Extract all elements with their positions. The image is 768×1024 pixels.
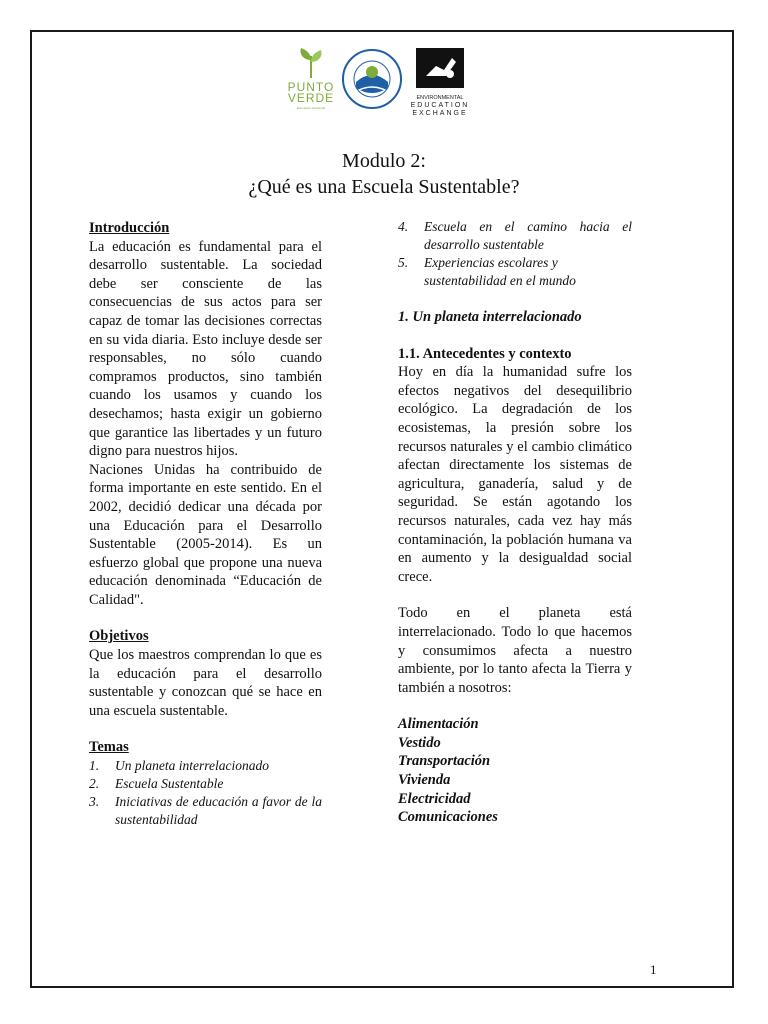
topic-text: Escuela en el camino hacia el desarrollo sustentable xyxy=(424,219,632,252)
objectives-heading: Objetivos xyxy=(89,628,149,645)
eee-logo xyxy=(404,48,476,124)
intro-paragraph-2: Naciones Unidas ha contribuido de forma importante en este sentido. En el 2002, decidió dedicar una década por una Educación para el Desarrollo Sustentable (2005-2014). Es un esfuerzo global que propone una nueva educación denominada “Educación de Calidad". xyxy=(89,461,322,608)
intro-heading: Introducción xyxy=(89,220,170,236)
bird-icon xyxy=(416,48,464,88)
topic-text: Escuela Sustentable xyxy=(115,776,224,792)
intro-paragraph-1: La educación es fundamental para el desarrollo sustentable. La sociedad debe ser consciente de las consecuencias de sus actos para ser capaz de tomar las decisiones correctas en su vida diaria. Esto incluye desde ser responsables, no sólo cuando compramos productos, sino también cuando los usamos y cuando los desechamos; hasta exigir un gobierno que garantice las libertades y un futuro digno para nuestros hijos. xyxy=(89,238,322,460)
topic-number: 3. xyxy=(89,794,100,810)
impact-item: Transportación xyxy=(398,753,491,770)
impact-item: Vivienda xyxy=(398,772,451,789)
subsection-heading: 1.1. Antecedentes y contexto xyxy=(398,345,572,362)
topic-text: Experiencias escolares y sustentabilidad en el mundo xyxy=(424,255,576,288)
impact-item: Electricidad xyxy=(398,790,471,807)
objectives-text: Que los maestros comprendan lo que es la educación para el desarrollo sustentable y conozcan qué se hace en una escuela sustentable. xyxy=(89,647,322,719)
punto-verde-logo xyxy=(283,48,339,118)
logo-bar xyxy=(0,42,768,122)
epa-seal xyxy=(341,48,403,110)
topic-item xyxy=(398,254,632,290)
epa-seal-icon xyxy=(341,48,403,110)
left-column xyxy=(89,219,322,829)
topic-number: 4. xyxy=(398,219,409,234)
title-line-2: ¿Qué es una Escuela Sustentable? xyxy=(248,176,520,198)
sprout-icon xyxy=(283,48,339,78)
document-title xyxy=(0,148,768,200)
topic-item xyxy=(398,218,632,254)
topic-item xyxy=(89,757,322,775)
section-heading: 1. Un planeta interrelacionado xyxy=(398,309,582,325)
page-number: 1 xyxy=(650,962,657,977)
context-paragraph-1: Hoy en día la humanidad sufre los efectos negativos del desequilibrio ecológico. La degradación de los ecosistemas, la presión sobre los recursos naturales y el cambio climático afectan directamente los sistemas de agricultura, ganadería, salud y de seguridad. Se están agotando los recursos naturales, cada vez hay más contaminación, la población humana va en aumento y la desigualdad social crece. xyxy=(398,364,632,585)
topic-text: Iniciativas de educación a favor de la sustentabilidad xyxy=(115,794,322,828)
eee-text-2: EDUCATION xyxy=(410,102,470,109)
eee-text-1: ENVIRONMENTAL xyxy=(416,95,464,101)
title-line-1: Modulo 2: xyxy=(342,150,426,172)
topic-number: 2. xyxy=(89,776,100,792)
eee-text-3: EXCHANGE xyxy=(412,110,468,117)
topics-list-continued xyxy=(398,218,632,290)
punto-verde-text-1: PUNTO xyxy=(287,80,335,94)
topics-list xyxy=(89,757,322,829)
punto-verde-tagline: Educación Ambiental xyxy=(296,106,326,110)
impact-item: Vestido xyxy=(398,734,441,751)
topic-number: 5. xyxy=(398,255,409,270)
impact-item: Comunicaciones xyxy=(398,809,498,826)
topics-heading: Temas xyxy=(89,739,129,756)
context-paragraph-2: Todo en el planeta está interrelacionado. Todo lo que hacemos y consumimos afecta a nuestro ambiente, por lo tanto afecta la Tierra y también a nosotros: xyxy=(398,605,632,696)
right-column xyxy=(398,218,632,827)
topic-item xyxy=(89,793,322,829)
impact-item: Alimentación xyxy=(398,716,479,733)
topic-text: Un planeta interrelacionado xyxy=(115,758,269,774)
topic-item xyxy=(89,775,322,793)
punto-verde-text-2: VERDE xyxy=(287,91,335,105)
topic-number: 1. xyxy=(89,758,100,774)
